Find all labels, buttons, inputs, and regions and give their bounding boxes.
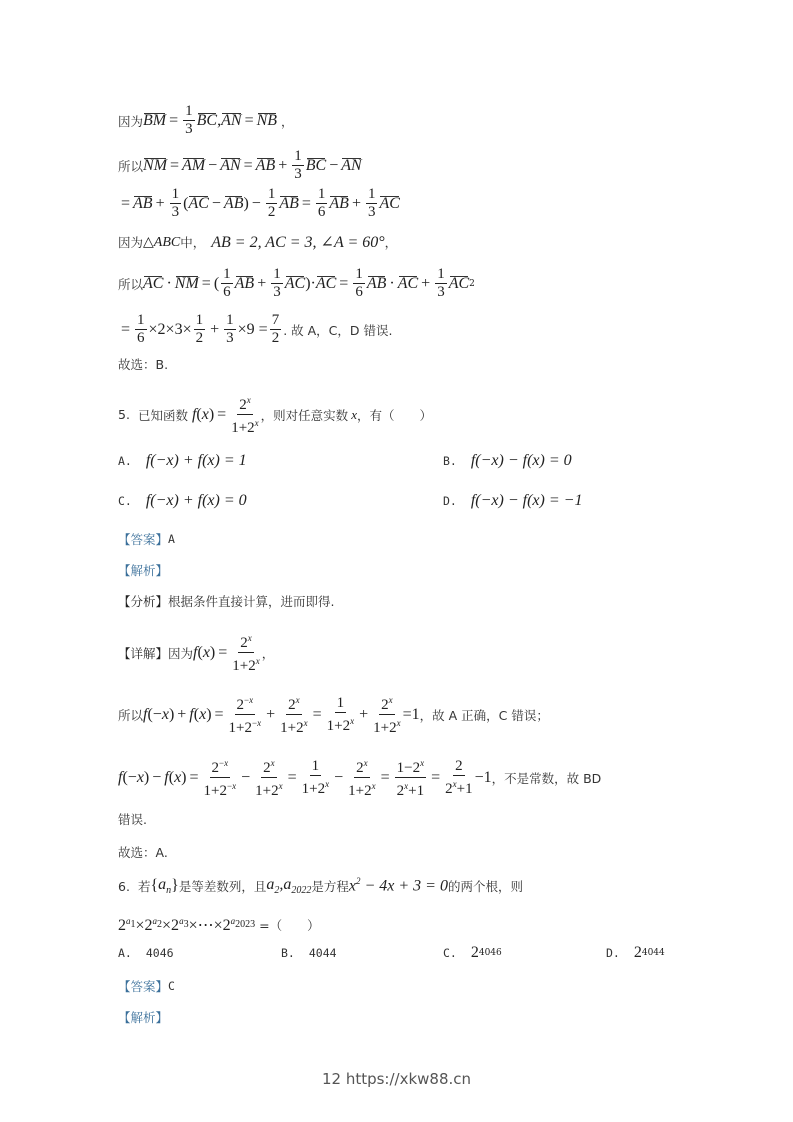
answer-tag: 【答案】: [118, 532, 169, 547]
q6-answer: 【答案】 C: [118, 979, 175, 994]
solution-line-1: 因为 BM = $\frac{1}{3}$ BC , AN = NB ，: [118, 103, 294, 137]
solution-line-4: 因为 △ABC 中， AB = 2, AC = 3, ∠A = 60° ，: [118, 234, 398, 251]
q5-conclusion: 故选：A.: [118, 845, 168, 860]
solution-conclusion: 故选：B.: [118, 357, 169, 372]
q5-analysis-tag: 【解析】: [118, 563, 169, 578]
solution-line-3: = AB + $\frac{1}{3}$ ( AC − AB ) − $\frac{1}{2}$ AB = $\frac{1}{6}$ AB + $\frac{1}{3}$ AC: [121, 186, 400, 220]
q5-diff-cont: 错误.: [118, 812, 147, 827]
page-footer: [0, 1070, 793, 1088]
solution-line-2: 所以 NM = AM − AN = AB + $\frac{1}{3}$ BC − AN: [118, 148, 362, 182]
q6-option-a[interactable]: A. 4046: [118, 946, 174, 960]
q5-option-d[interactable]: D. f(−x) − f(x) = −1: [443, 492, 583, 509]
q5-fenxi: 【分析】 根据条件直接计算，进而即得.: [118, 594, 335, 609]
footer-url[interactable]: https://xkw88.cn: [345, 1070, 472, 1088]
solution-line-5: 所以 AC · NM = ( $\frac{1}{6}$ AB + $\frac{1}{3}$ AC )· AC = $\frac{1}{6}$ AB · AC + $\frac{1}{3}$ AC 2: [118, 266, 475, 300]
q5-option-b[interactable]: B. f(−x) − f(x) = 0: [443, 452, 572, 469]
q6-option-c[interactable]: C. 2 4046: [443, 944, 502, 961]
q6-product: $2^{a_1}\times 2^{a_2}\times 2^{a_3}\times\cdots\times 2^{a_{2023}}$ =（ ）: [118, 915, 320, 934]
q5-sum-line: 所以 f (− x ) + f ( x ) = $\frac{2^{-x}}{1+2^{-x}}$ + $\frac{2^x}{1+2^x}$ = $\frac{1}{1+2^x}$ + $\frac{2^x}{1+2^x}$ =1 ，故 A 正确，C 错误；: [118, 692, 549, 737]
q6-option-d[interactable]: D. 2 4044: [606, 944, 665, 961]
q5-stem: 5. 已知函数 f ( x ) = $\frac{2^x}{1+2^x}$ ，则对任意实数 x ，有（ ）: [118, 392, 432, 437]
q5-xiangjie: 【详解】 因为 f ( x ) = $\frac{2^x}{1+2^x}$ ，: [118, 630, 274, 675]
q5-option-a[interactable]: A. f(−x) + f(x) = 1: [118, 452, 247, 469]
page-number: 12: [321, 1070, 342, 1088]
q5-answer: 【答案】 A: [118, 532, 175, 547]
q5-option-c[interactable]: C. f(−x) + f(x) = 0: [118, 492, 247, 509]
solution-line-6: = $\frac{1}{6}$ ×2×3× $\frac{1}{2}$ + $\frac{1}{3}$ ×9 = $\frac{7}{2}$ . 故 A，C，D 错误.: [121, 312, 393, 346]
q6-option-b[interactable]: B. 4044: [281, 946, 337, 960]
q5-diff-line: f (− x ) − f ( x ) = $\frac{2^{-x}}{1+2^{-x}}$ − $\frac{2^x}{1+2^x}$ = $\frac{1}{1+2^x}$ − $\frac{2^x}{1+2^x}$ = $\frac{1-2^x}{2^x+1}$ = $\frac{2}{2^x+1}$ −1 ，不是常数，故 BD: [118, 755, 601, 800]
q6-analysis-tag: 【解析】: [118, 1010, 169, 1025]
vector-BM: BM: [143, 111, 167, 129]
q6-stem: 6. 若 { $a_n$ } 是等差数列，且 $a_2,a_{2022}$ 是方程 $x^2 - 4x + 3 = 0$ 的两个根，则: [118, 876, 523, 897]
